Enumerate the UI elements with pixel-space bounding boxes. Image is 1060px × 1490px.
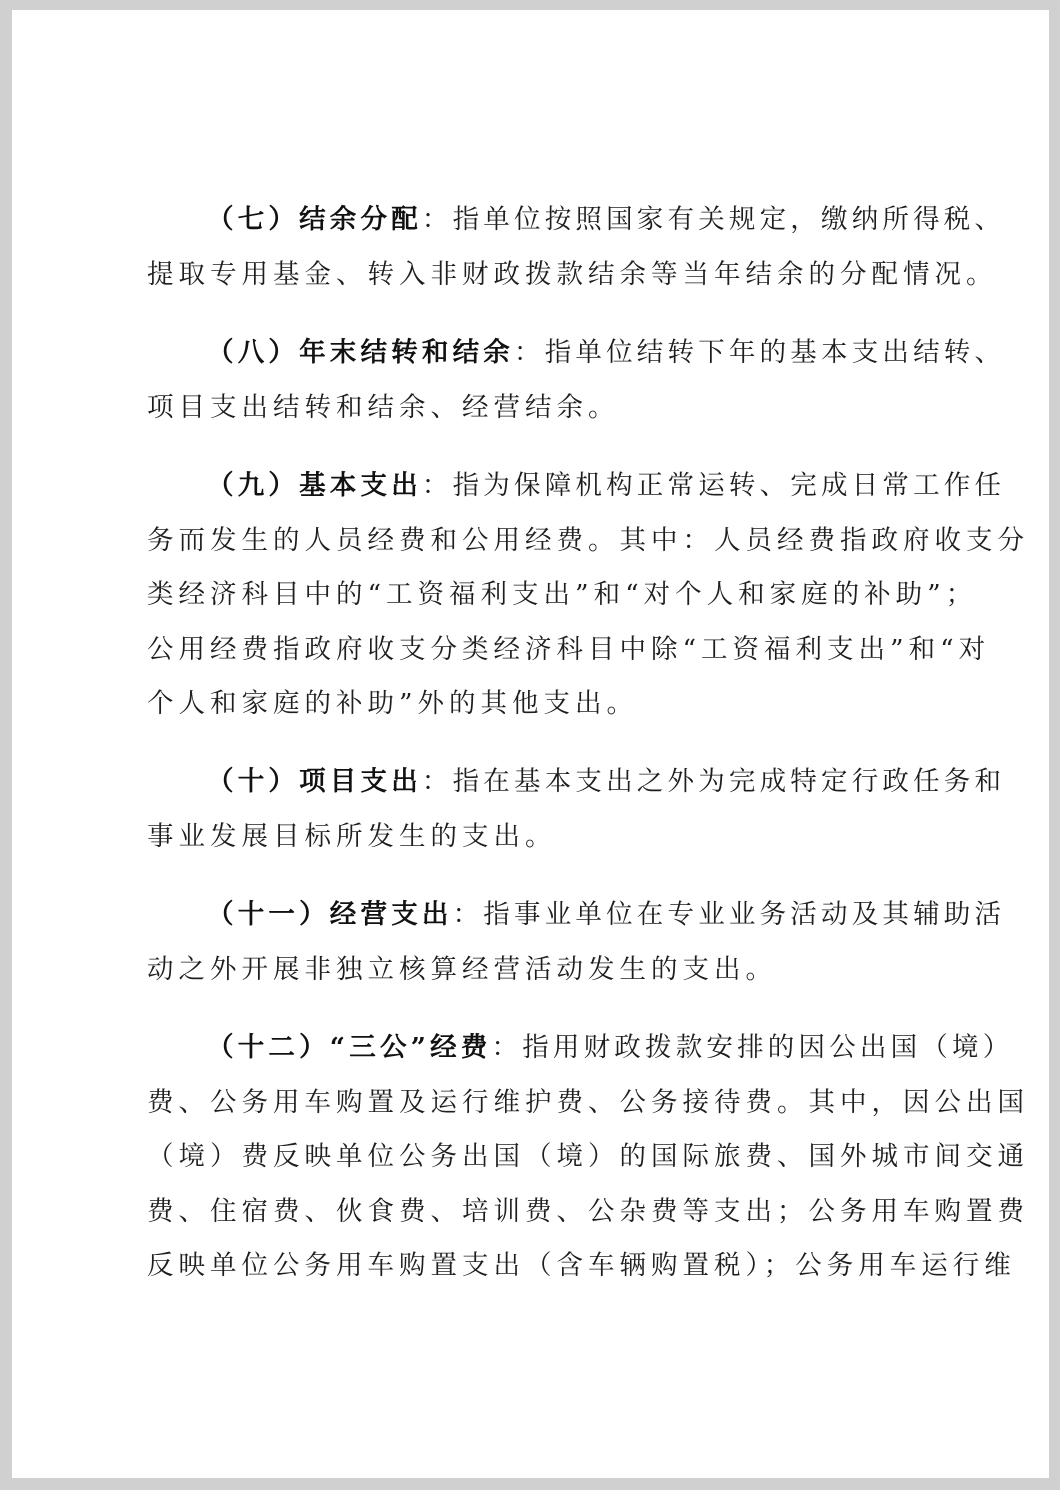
- paragraph-12-line-4: 费、住宿费、伙食费、培训费、公杂费等支出；公务用车购置费: [147, 1196, 1029, 1227]
- paragraph-9-line-5: 个人和家庭的补助”外的其他支出。: [147, 688, 639, 719]
- paragraph-12-line-2: 费、公务用车购置及运行维护费、公务接待费。其中，因公出国: [147, 1087, 1029, 1118]
- paragraph-11-text: ：指事业单位在专业业务活动及其辅助活: [452, 899, 1006, 930]
- paragraph-8-line-1: [207, 336, 1005, 370]
- paragraph-12-heading: （十二）“三公”经费: [207, 1032, 492, 1063]
- paragraph-7-line-1: [207, 203, 1005, 237]
- paragraph-9-heading: （九）基本支出: [207, 470, 422, 501]
- paragraph-9-text: ：指为保障机构正常运转、完成日常工作任: [421, 470, 1006, 501]
- paragraph-10-line-1: [207, 765, 1005, 799]
- paragraph-12-line-5: 反映单位公务用车购置支出（含车辆购置税）；公务用车运行维: [147, 1250, 1016, 1281]
- paragraph-10-line-2: 事业发展目标所发生的支出。: [147, 821, 557, 852]
- paragraph-11-line-2: 动之外开展非独立核算经营活动发生的支出。: [147, 954, 777, 985]
- paragraph-11-line-1: [207, 898, 1005, 932]
- paragraph-9-line-2: 务而发生的人员经费和公用经费。其中：人员经费指政府收支分: [147, 525, 1029, 556]
- paragraph-7-text: ：指单位按照国家有关规定，缴纳所得税、: [421, 204, 1006, 235]
- paragraph-12-line-3: （境）费反映单位公务出国（境）的国际旅费、国外城市间交通: [147, 1141, 1029, 1172]
- paragraph-8-text: ：指单位结转下年的基本支出结转、: [514, 337, 1006, 368]
- paragraph-11-heading: （十一）经营支出: [207, 899, 453, 930]
- paragraph-8-heading: （八）年末结转和结余: [207, 337, 514, 368]
- paragraph-8-line-2: 项目支出结转和结余、经营结余。: [147, 392, 620, 423]
- paragraph-7-heading: （七）结余分配: [207, 204, 422, 235]
- document-page: [12, 10, 1049, 1478]
- paragraph-12-text: ：指用财政拨款安排的因公出国（境）: [491, 1032, 1014, 1063]
- paragraph-10-text: ：指在基本支出之外为完成特定行政任务和: [421, 766, 1006, 797]
- paragraph-12-line-1: [207, 1031, 1013, 1065]
- paragraph-9-line-4: 公用经费指政府收支分类经济科目中除“工资福利支出”和“对: [147, 634, 991, 665]
- paragraph-10-heading: （十）项目支出: [207, 766, 422, 797]
- paragraph-9-line-1: [207, 469, 1005, 503]
- paragraph-9-line-3: 类经济科目中的“工资福利支出”和“对个人和家庭的补助”；: [147, 579, 978, 610]
- paragraph-7-line-2: 提取专用基金、转入非财政拨款结余等当年结余的分配情况。: [147, 259, 998, 290]
